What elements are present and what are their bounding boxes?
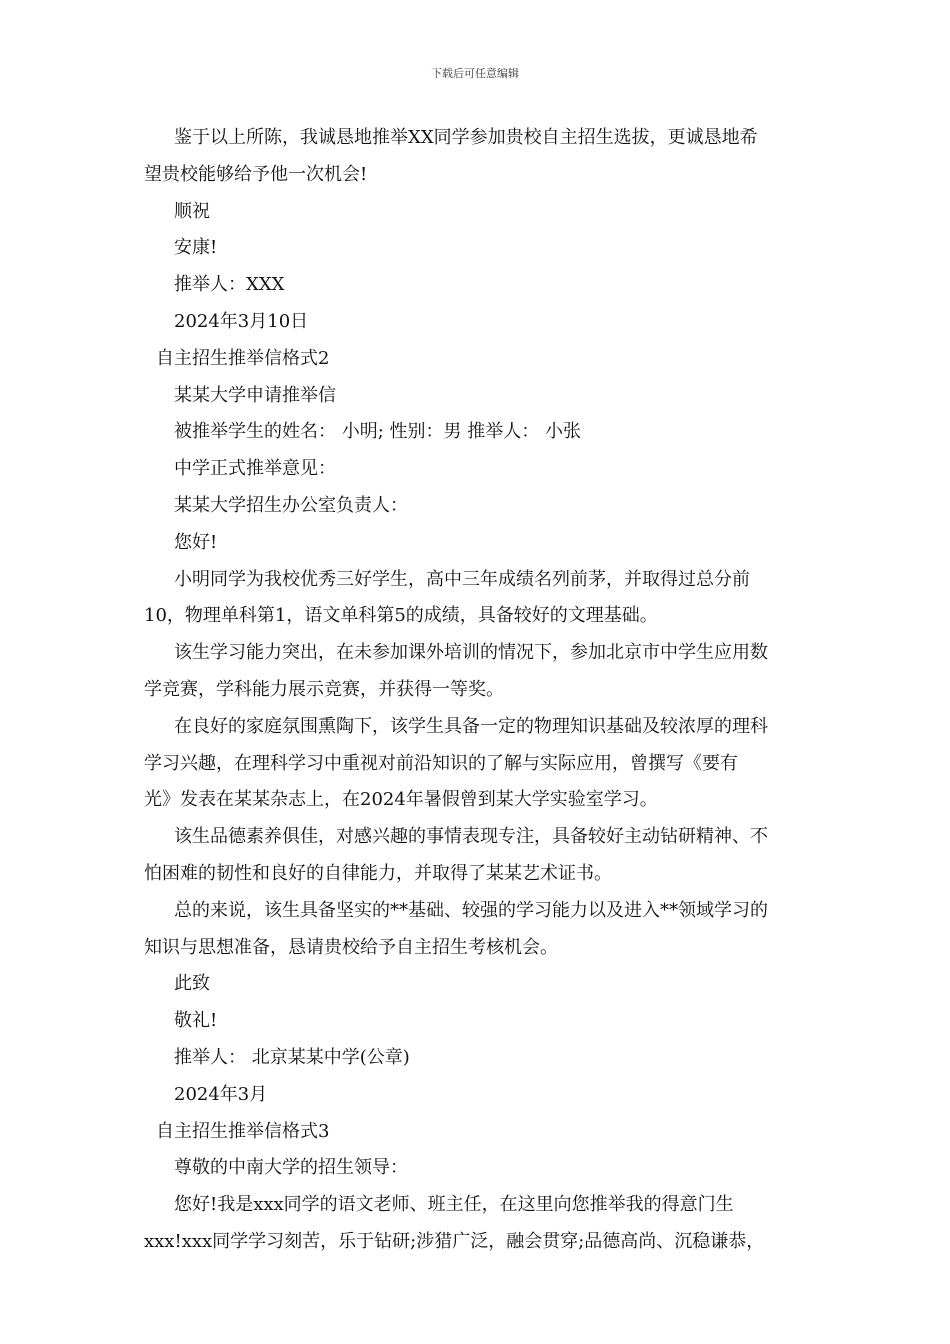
text-line: 该生品德素养俱佳，对感兴趣的事情表现专注，具备较好主动钻研精神、不 <box>174 826 768 848</box>
text-line: 在良好的家庭氛围熏陶下，该学生具备一定的物理知识基础及较浓厚的理科 <box>174 715 768 737</box>
text-line: 被推举学生的姓名： 小明; 性别：男 推举人： 小张 <box>174 421 581 443</box>
text-line: 您好! <box>174 531 218 553</box>
text-line: 中学正式推举意见： <box>174 458 336 480</box>
text-line: 学习兴趣，在理科学习中重视对前沿知识的了解与实际应用，曾撰写《要有 <box>144 752 738 774</box>
text-line: 推举人：XXX <box>174 274 285 296</box>
text-line: 某某大学招生办公室负责人： <box>174 494 408 516</box>
text-line: 2024年3月 <box>174 1083 268 1105</box>
document-body <box>144 120 824 1261</box>
text-line: 10，物理单科第1，语文单科第5的成绩，具备较好的文理基础。 <box>144 605 658 627</box>
text-line: 学竞赛，学科能力展示竞赛，并获得一等奖。 <box>144 678 504 700</box>
page-header: 下载后可任意编辑 <box>431 67 519 80</box>
text-line: xxx!xxx同学学习刻苦，乐于钻研;涉猎广泛，融会贯穿;品德高尚、沉稳谦恭， <box>144 1230 765 1252</box>
text-line: 顺祝 <box>174 200 210 222</box>
text-line: 尊敬的中南大学的招生领导： <box>174 1157 408 1179</box>
text-line: 某某大学申请推举信 <box>174 384 336 406</box>
text-line: 安康! <box>174 237 218 259</box>
text-line: 光》发表在某某杂志上，在2024年暑假曾到某大学实验室学习。 <box>144 789 658 811</box>
text-line: 此致 <box>174 973 210 995</box>
text-line: 自主招生推举信格式2 <box>156 347 330 369</box>
text-line: 推举人： 北京某某中学(公章) <box>174 1046 410 1068</box>
text-line: 望贵校能够给予他一次机会! <box>144 163 368 185</box>
text-line: 鉴于以上所陈，我诚恳地推举XX同学参加贵校自主招生选拔，更诚恳地希 <box>174 127 758 148</box>
text-line: 知识与思想准备，恳请贵校给予自主招生考核机会。 <box>144 936 558 958</box>
text-line: 您好!我是xxx同学的语文老师、班主任，在这里向您推举我的得意门生 <box>174 1194 734 1216</box>
text-line: 敬礼! <box>174 1010 218 1032</box>
text-line: 总的来说，该生具备坚实的**基础、较强的学习能力以及进入**领域学习的 <box>174 899 768 921</box>
text-line: 2024年3月10日 <box>174 310 309 332</box>
text-line: 自主招生推举信格式3 <box>156 1120 330 1142</box>
text-line: 小明同学为我校优秀三好学生，高中三年成绩名列前茅，并取得过总分前 <box>174 568 750 590</box>
text-line: 怕困难的韧性和良好的自律能力，并取得了某某艺术证书。 <box>144 862 612 884</box>
text-line: 该生学习能力突出，在未参加课外培训的情况下，参加北京市中学生应用数 <box>174 642 768 664</box>
